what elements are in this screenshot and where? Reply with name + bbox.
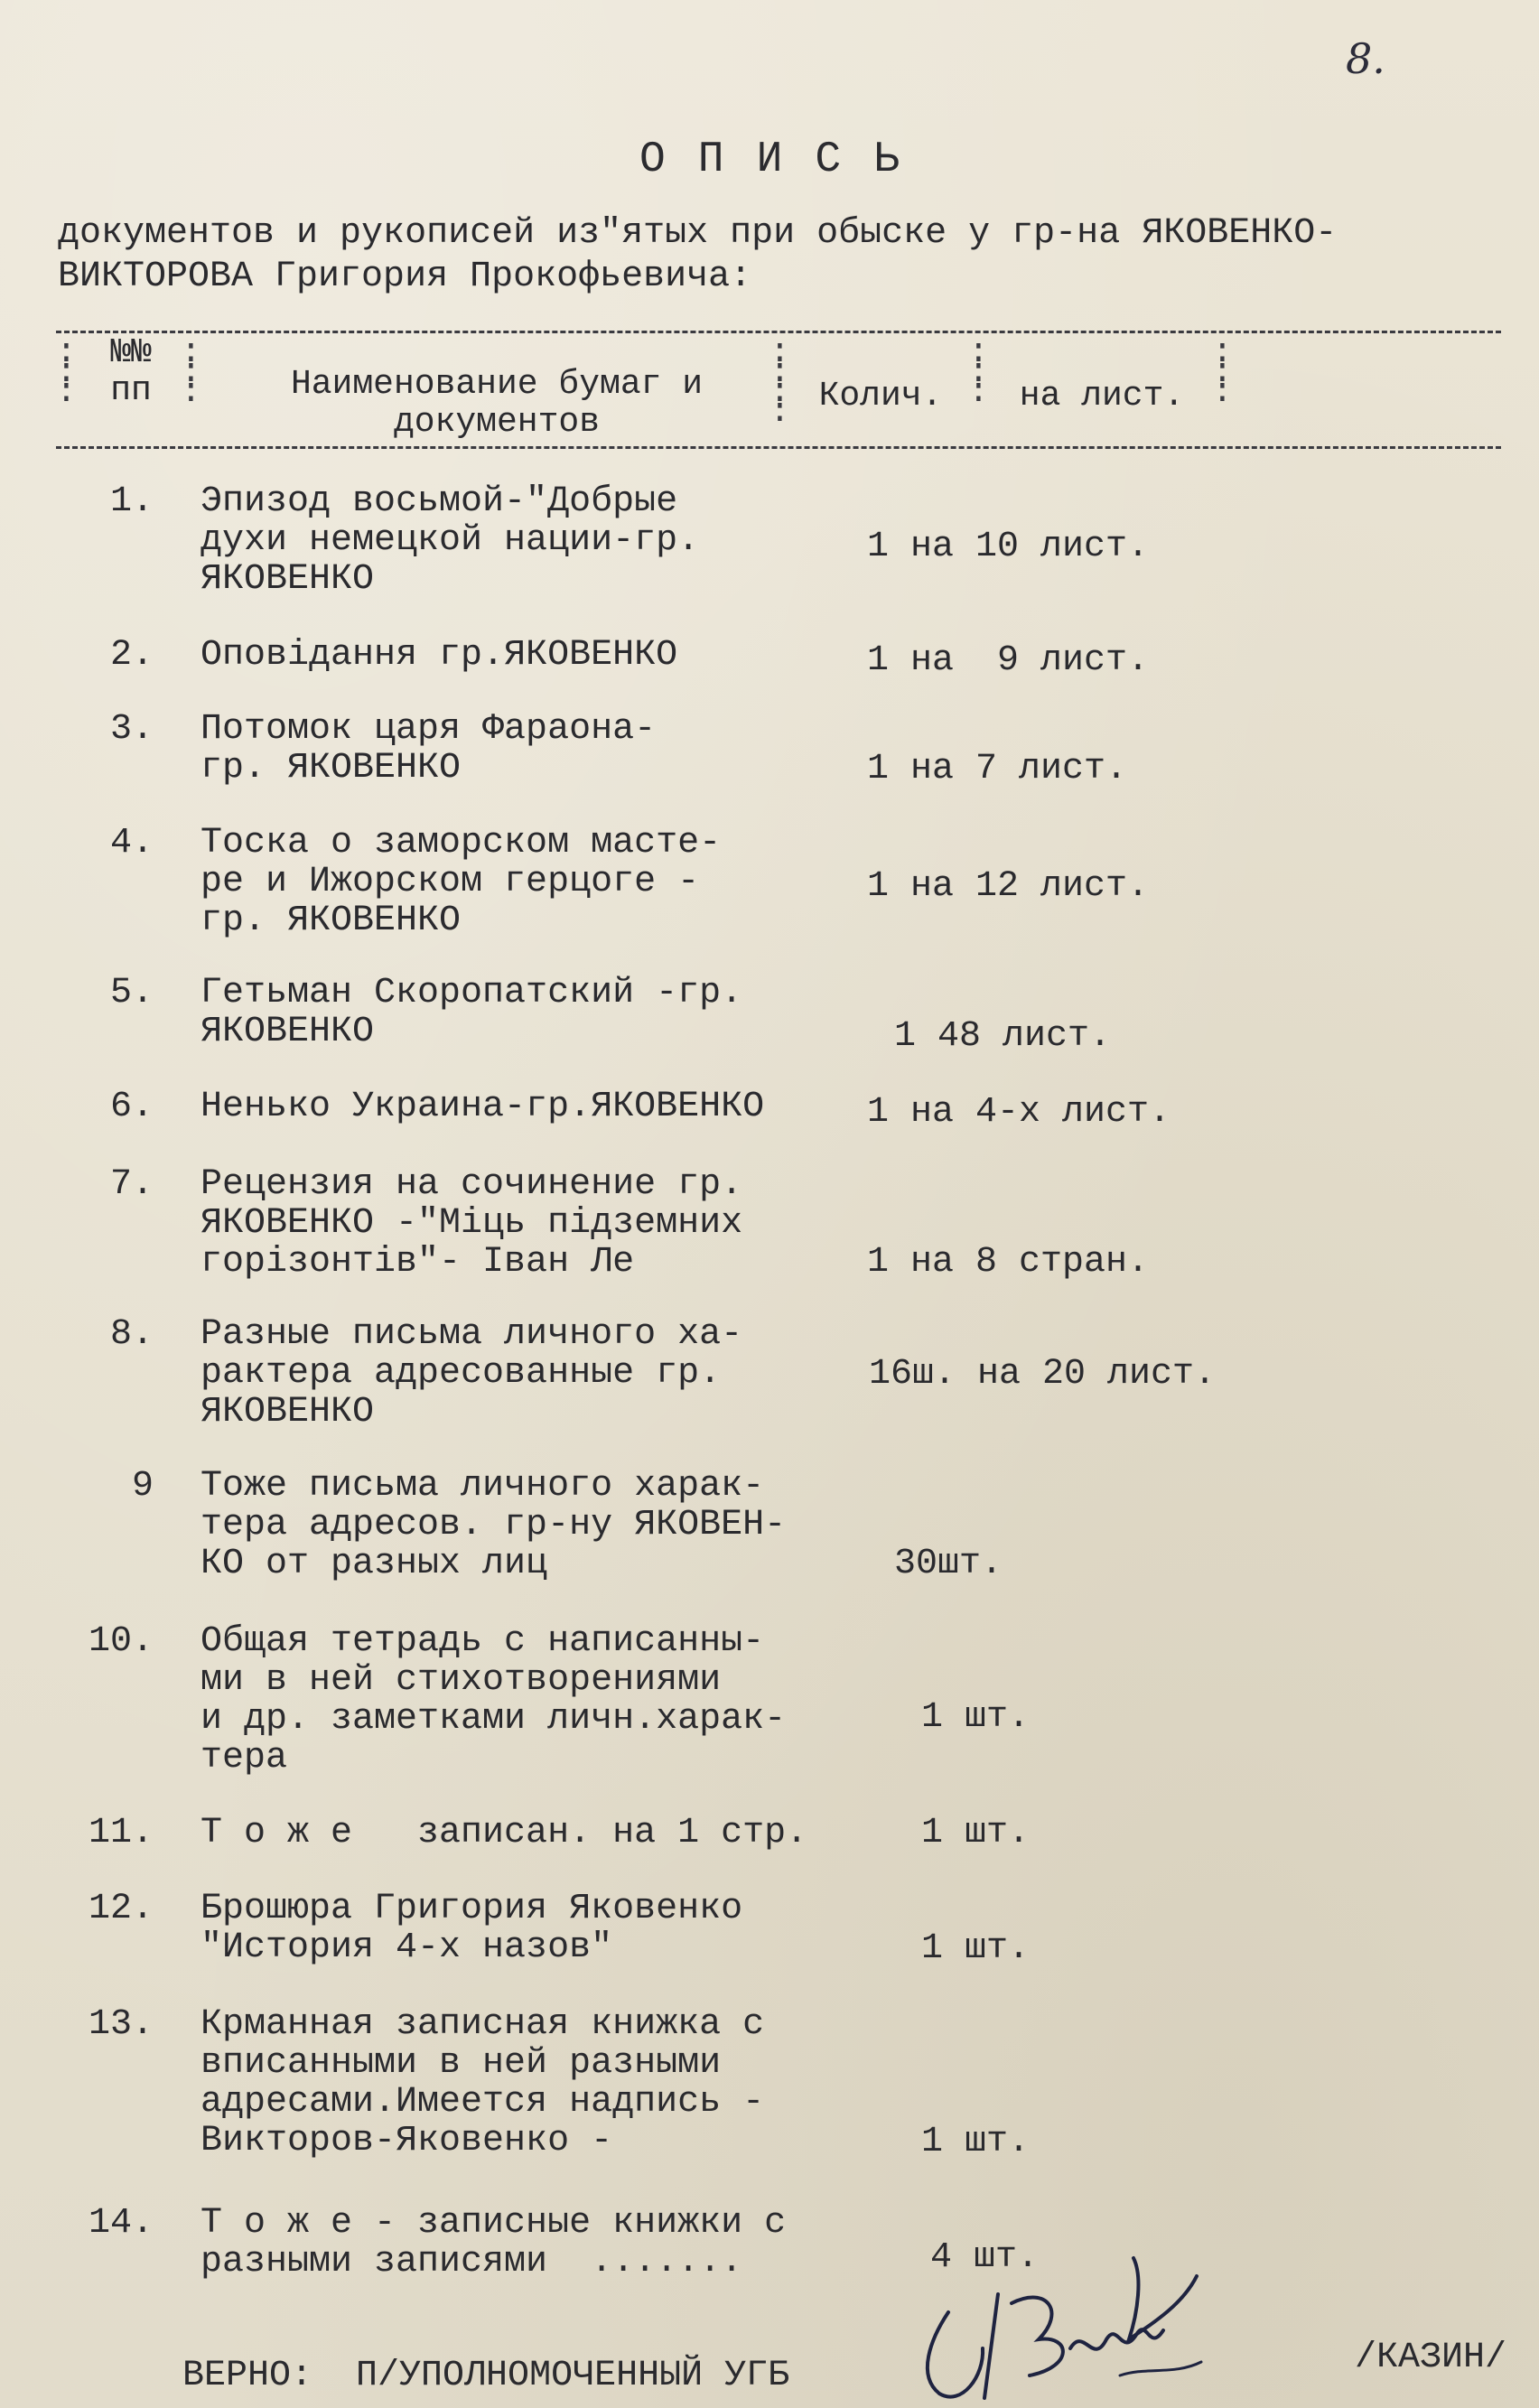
item-quantity: 1 на 9 лист.	[867, 640, 1150, 681]
item-quantity: 1 на 4-х лист.	[867, 1092, 1171, 1133]
handwritten-signature	[912, 2237, 1210, 2408]
item-number: 10.	[88, 1621, 154, 1662]
item-number: 13.	[88, 2004, 154, 2045]
item-quantity: 1 48 лист.	[894, 1016, 1112, 1057]
item-quantity: 1 шт.	[921, 1813, 1031, 1853]
item-number: 4.	[109, 823, 154, 863]
item-number: 3.	[109, 709, 154, 750]
item-description: Тоска о заморском масте- ре и Ижорском герцоге - гр. ЯКОВЕНКО	[201, 823, 722, 941]
item-number: 1.	[109, 481, 154, 522]
official-name: /КАЗИН/	[1355, 2338, 1507, 2378]
item-quantity: 1 на 8 стран.	[867, 1242, 1150, 1283]
item-quantity: 1 на 7 лист.	[867, 749, 1128, 789]
item-description: Гетьман Скоропатский -гр. ЯКОВЕНКО	[201, 973, 743, 1052]
item-number: 2.	[109, 635, 154, 676]
certified-label: ВЕРНО: П/УПОЛНОМОЧЕННЫЙ УГБ	[182, 2356, 790, 2396]
column-separator: : : :	[968, 333, 989, 412]
item-description: Потомок царя Фараона- гр. ЯКОВЕНКО	[201, 709, 657, 789]
item-description: Рецензия на сочинение гр. ЯКОВЕНКО -"Міць підземних горізонтів"- Іван Ле	[201, 1164, 743, 1283]
item-description: Оповідання гр.ЯКОВЕНКО	[201, 635, 678, 676]
item-description: Т о ж е записан. на 1 стр.	[201, 1813, 808, 1853]
item-description: Ненько Украина-гр.ЯКОВЕНКО	[201, 1087, 765, 1127]
document-title: ОПИСЬ	[639, 135, 933, 184]
item-description: Брошюра Григория Яковенко "История 4-х назов"	[201, 1889, 743, 1968]
item-number: 6.	[109, 1087, 154, 1127]
header-quantity: Колич.	[818, 377, 943, 415]
document-subtitle: документов и рукописей из"ятых при обыске у гр-на ЯКОВЕНКО- ВИКТОРОВА Григория Прокофьевича:	[58, 213, 1338, 297]
item-description: Разные письма личного ха- рактера адресованные гр. ЯКОВЕНКО	[201, 1314, 743, 1433]
column-separator: : : :	[1212, 333, 1233, 412]
item-quantity: 1 шт.	[921, 1928, 1031, 1969]
item-description: Общая тетрадь с написанны- ми в ней стихотворениями и др. заметками личн.харак- тера	[201, 1621, 787, 1778]
header-number: №№ пп	[110, 333, 152, 410]
item-description: Т о ж е - записные книжки с разными записями .......	[201, 2203, 787, 2282]
item-description: Тоже письма личного харак- тера адресов. гр-ну ЯКОВЕН- КО от разных лиц	[201, 1466, 787, 1584]
item-number: 14.	[88, 2203, 154, 2244]
item-quantity: 1 шт.	[921, 2122, 1031, 2162]
item-number: 12.	[88, 1889, 154, 1929]
item-number: 8.	[109, 1314, 154, 1355]
item-number: 5.	[109, 973, 154, 1013]
item-quantity: 1 на 10 лист.	[867, 527, 1150, 567]
column-separator: : : :	[181, 333, 201, 412]
item-description: Крманная записная книжка с вписанными в ней разными адресами.Имеется надпись - Викторов-Яковенко -	[201, 2004, 765, 2161]
column-separator: : : : :	[770, 333, 790, 432]
item-number: 9	[131, 1466, 154, 1507]
header-bottom-rule	[56, 446, 1501, 449]
item-number: 11.	[88, 1813, 154, 1853]
item-quantity: 1 шт.	[921, 1697, 1031, 1738]
header-name: Наименование бумаг и документов	[290, 365, 704, 442]
item-quantity: 4 шт.	[930, 2237, 1040, 2278]
header-sheets: на лист.	[1019, 377, 1185, 415]
item-quantity: 1 на 12 лист.	[867, 866, 1150, 907]
page-number: 8.	[1346, 34, 1385, 83]
item-quantity: 16ш. на 20 лист.	[869, 1354, 1217, 1395]
item-number: 7.	[109, 1164, 154, 1205]
item-description: Эпизод восьмой-"Добрые духи немецкой нации-гр. ЯКОВЕНКО	[201, 481, 700, 600]
column-separator: : : :	[56, 333, 77, 412]
item-quantity: 30шт.	[894, 1544, 1003, 1584]
